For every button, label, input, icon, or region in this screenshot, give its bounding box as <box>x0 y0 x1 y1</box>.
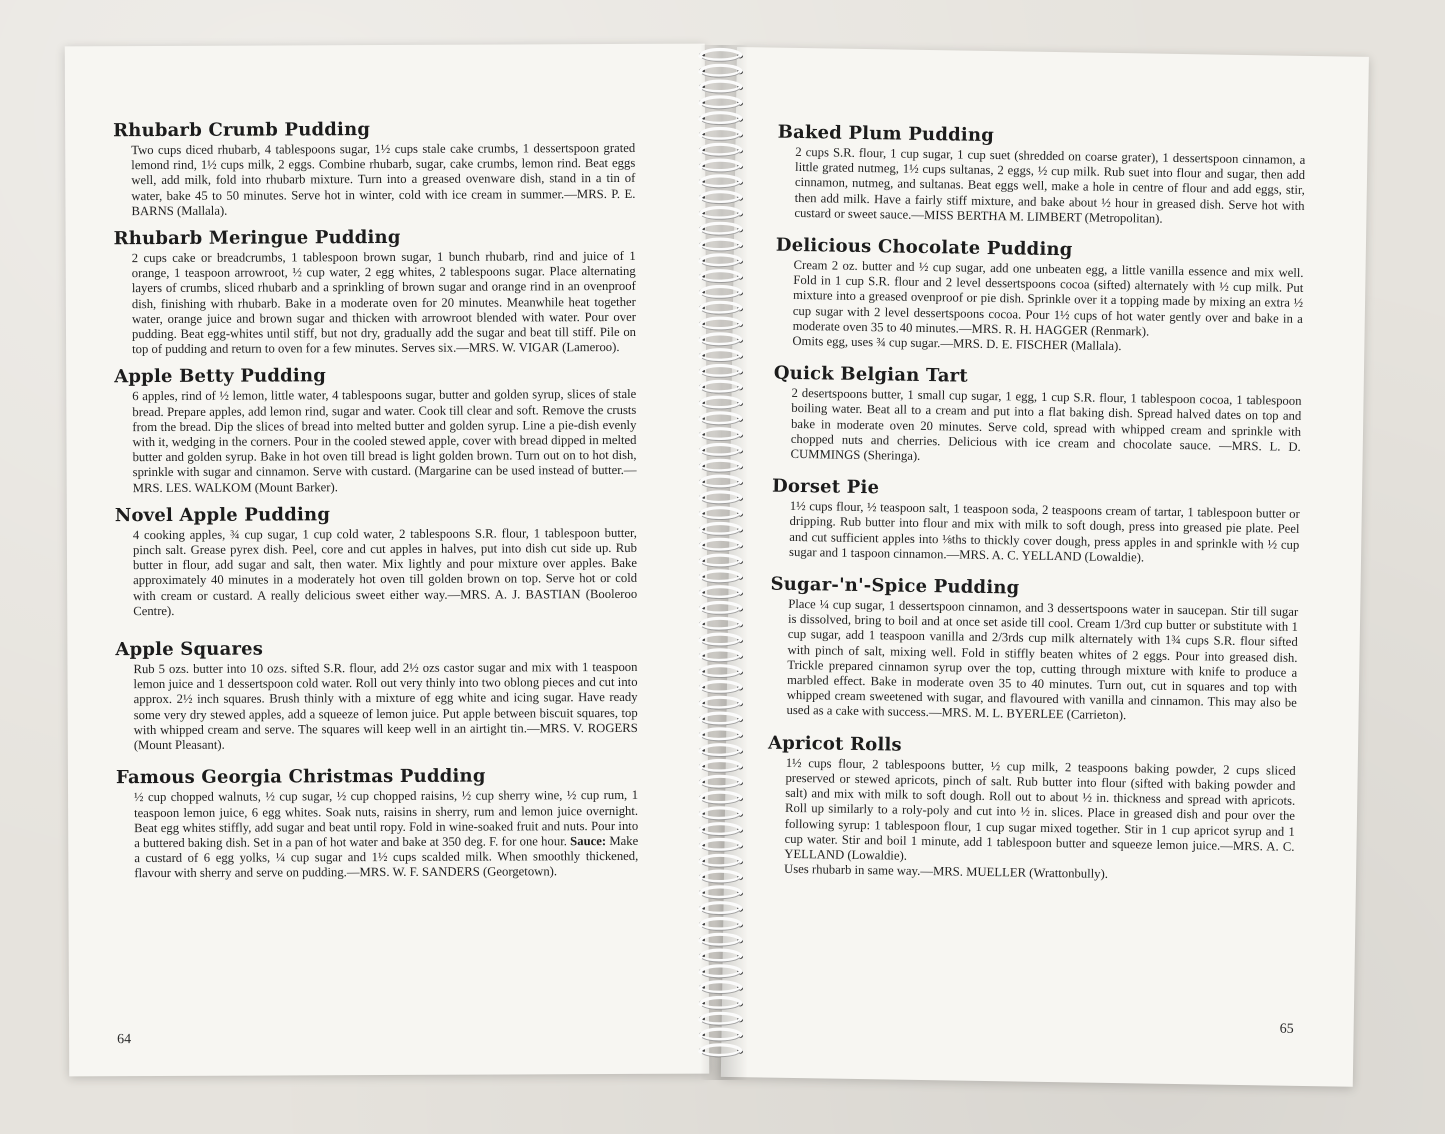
coil-loop <box>699 555 743 567</box>
coil-loop <box>699 334 743 346</box>
recipe-body: 2 cups cake or breadcrumbs, 1 tablespoon brown sugar, 1 bunch rhubarb, rind and juice of 1 orange, 1 teaspoon arrowroot, ½ cup water, 2 egg whites, 2 tablespoons sugar. Place alternating layers of crumbs, sliced rhubarb and a sprinkling of brown sugar and orange rind in an ovenproof dish, finishing with rhubarb. Bake in a moderate oven for 20 minutes. Meanwhile heat together water, orange juice and brown sugar and thicken with arrowroot blended with water. Pour over pudding. Beat egg-whites until stiff, but not dry, gradually add the sugar and beat till stiff. Pile on top of pudding and return to oven for a few minutes. Serves six.—MRS. W. VIGAR (Lameroo). <box>131 248 637 357</box>
coil-loop <box>699 887 743 899</box>
page-number-right: 65 <box>1279 1021 1294 1037</box>
recipe-title: Rhubarb Meringue Pudding <box>113 226 401 250</box>
coil-loop <box>699 1029 743 1041</box>
coil-loop <box>699 429 743 441</box>
recipe-title: Quick Belgian Tart <box>773 362 969 387</box>
recipe-title: Rhubarb Crumb Pudding <box>113 119 371 142</box>
coil-loop <box>699 524 743 536</box>
recipe-title: Apple Squares <box>115 638 264 661</box>
recipe-title: Delicious Chocolate Pudding <box>775 234 1073 261</box>
recipe-title: Apple Betty Pudding <box>114 365 327 388</box>
recipe-rhubarb-meringue-pudding <box>114 226 637 358</box>
recipe-body: 2 desertspoons butter, 1 small cup sugar, 1 egg, 1 cup S.R. flour, 1 tablespoon cocoa, 1 tablespoon boiling water. Beat all to a cream and put into a flat baking dish. Spread halved dates on top and bake in moderate oven 20 minutes. Serve cold, spread with whipped cream and sprinkle with chopped nuts and cherries. Delicious with ice cream and chocolate sauce. —MRS. L. D. CUMMINGS (Sheringa). <box>790 386 1302 463</box>
coil-loop <box>699 950 743 962</box>
coil-loop <box>699 650 743 662</box>
coil-loop <box>699 1045 743 1057</box>
coil-loop <box>699 998 743 1010</box>
coil-loop <box>699 160 743 172</box>
recipe-rhubarb-crumb-pudding <box>113 118 635 219</box>
recipe-apple-betty-pudding <box>114 364 637 496</box>
coil-loop <box>699 366 743 378</box>
coil-loop <box>699 397 743 409</box>
coil-loop <box>699 571 743 583</box>
recipe-apricot-rolls <box>766 732 1296 885</box>
recipe-title: Baked Plum Pudding <box>777 121 995 147</box>
recipe-delicious-chocolate-pudding <box>774 235 1304 357</box>
coil-loop <box>699 587 743 599</box>
coil-loop <box>699 302 743 314</box>
coil-loop <box>699 745 743 757</box>
right-page <box>721 47 1369 1087</box>
coil-loop <box>699 855 743 867</box>
coil-loop <box>699 113 743 125</box>
coil-loop <box>699 271 743 283</box>
recipe-body: Two cups diced rhubarb, 4 tablespoons sugar, 1½ cups stale cake crumbs, 1 dessertspoon grated lemond rind, 1½ cups milk, 2 eggs. Combine rhubarb, sugar, cake crumbs, lemon rind. Beat eggs well, add milk, fold into rhubarb mixture. Turn into a greased ovenware dish, stand in a tin of water, bake 45 to 50 minutes. Serve hot in winter, cold with ice cream in summer.—MRS. P. E. BARNS (Mallala). <box>131 140 636 218</box>
recipe-apple-squares <box>115 637 637 753</box>
coil-loop <box>699 539 743 551</box>
coil-loop <box>699 1013 743 1025</box>
recipe-quick-belgian-tart <box>772 363 1301 470</box>
coil-loop <box>699 255 743 267</box>
coil-loop <box>699 871 743 883</box>
left-page <box>65 44 709 1077</box>
recipe-body: 1½ cups flour, 2 tablespoons butter, ½ cup milk, 2 teaspoons baking powder, 2 cups sliced preserved or stewed apricots, pinch of salt. Rub butter into flour (sifted with baking powder and salt) and mix with milk to soft dough. Roll out to about ½ in. thickness and spread with apricots. Roll up similarly to a roly-poly and cut into ½ in. slices. Place in greased dish and pour over the following syrup: 1 tablespoon flour, 1 cup sugar mixed together. Stir in 1 cup apricot syrup and 1 cup water. Stir and boil 1 minute, add 1 tablespoon butter and squeeze lemon juice.—MRS. A. C. YELLAND (Lowaldie). <box>784 755 1296 863</box>
recipe-title: Apricot Rolls <box>767 732 903 756</box>
coil-loop <box>699 318 743 330</box>
page-number-left: 64 <box>117 1032 132 1048</box>
coil-loop <box>699 682 743 694</box>
coil-loop <box>699 903 743 915</box>
recipe-note: Uses rhubarb in same way.—MRS. MUELLER (Wrattonbully). <box>783 861 1109 882</box>
coil-loop <box>699 729 743 741</box>
coil-loop <box>699 492 743 504</box>
coil-loop <box>699 350 743 362</box>
coil-loop <box>699 381 743 393</box>
recipe-baked-plum-pudding <box>776 122 1305 229</box>
coil-loop <box>699 934 743 946</box>
coil-loop <box>699 50 743 62</box>
recipe-body: Rub 5 ozs. butter into 10 ozs. sifted S.R. flour, add 2½ ozs castor sugar and mix with 1 teaspoon lemon juice and 1 dessertspoon cold water. Roll out very thinly into two oblong pieces and cut into approx. 2½ inch squares. Brush thinly with a mixture of egg white and icing sugar. Have ready some very dry stewed apples, add a squeeze of lemon juice. Put apple between biscuit squares, top with whipped cream and serve. The squares will keep well in an airtight tin.—MRS. V. ROGERS (Mount Pleasant). <box>133 659 638 753</box>
coil-loop <box>699 792 743 804</box>
coil-loop <box>699 445 743 457</box>
recipe-body: Place ¼ cup sugar, 1 dessertspoon cinnamon, and 3 dessertspoons water in saucepan. Stir till sugar is dissolved, bring to boil and at once set aside till cool. Cream 1/3rd cup butter or substitute with 1 cup sugar, add 1 teaspoon vanilla and 2/3rds cup milk alternately with 1¾ cups S.R. flour sifted with pinch of salt, mixing well. Fold in stiffly beaten whites of 2 eggs. Pour into greased dish. Trickle prepared cinnamon syrup over the top, cutting through mixture with knife to produce a marbled effect. Bake in moderate oven 35 to 40 minutes. Turn out, cut in squares and top with whipped cream sweetened with sugar, and flavoured with vanilla and cinnamon. This may also be used as a cake with success.—MRS. M. L. BYERLEE (Carrieton). <box>786 596 1299 723</box>
recipe-dorset-pie <box>771 476 1300 568</box>
coil-loop <box>699 603 743 615</box>
coil-loop <box>699 618 743 630</box>
recipe-title: Famous Georgia Christmas Pudding <box>115 765 486 789</box>
coil-loop <box>699 81 743 93</box>
right-page-content <box>766 122 1306 895</box>
coil-loop <box>699 176 743 188</box>
recipe-body: 4 cooking apples, ¾ cup sugar, 1 cup cold water, 2 tablespoons S.R. flour, 1 tablespoon butter, pinch salt. Grease pyrex dish. Peel, core and cut apples in halves, put into dish cut side up. Rub butter in flour, add sugar and salt, then water. Mix lightly and pour mixture over apples. Bake approximately 40 minutes in a moderately hot oven till golden brown on top. Serve hot or cold with cream or custard. A really delicious sweet either way.—MRS. A. J. BASTIAN (Booleroo Centre). <box>132 525 638 618</box>
spiral-binding <box>690 44 754 1084</box>
sauce-label: Sauce: <box>570 833 607 849</box>
coil-loop <box>699 508 743 520</box>
spiral-coil-icon <box>690 44 754 1084</box>
recipe-body-part: Make a custard of 6 egg yolks, ¼ cup sugar and 1½ cups scalded milk. When smoothly thickened, flavour with sherry and serve on pudding.—MRS. W. F. SANDERS (Georgetown). <box>134 833 639 881</box>
coil-loop <box>699 144 743 156</box>
coil-loop <box>699 776 743 788</box>
coil-loop <box>699 192 743 204</box>
recipe-body <box>134 788 638 881</box>
recipe-body: 2 cups S.R. flour, 1 cup sugar, 1 cup suet (shredded on coarse grater), 1 dessertspoon cinnamon, a little grated nutmeg, 1½ cups sultanas, 2 eggs, ½ cup milk. Rub suet into flour and sugar, then add cinnamon, nutmeg, and sultanas. Beat eggs well, make a hole in centre of flour and add eggs, stir, then add milk. Have a fairly stiff mixture, and bake about ½ hour in greased dish. Serve hot with custard or sweet sauce.—MISS BERTHA M. LIMBERT (Metropolitan). <box>794 144 1306 226</box>
coil-loop <box>699 476 743 488</box>
recipe-famous-georgia-christmas-pudding <box>116 765 638 881</box>
coil-loop <box>699 808 743 820</box>
recipe-body: Cream 2 oz. butter and ½ cup sugar, add one unbeaten egg, a little vanilla essence and mix well. Fold in 1 cup S.R. flour and 2 level dessertspoons cocoa (sifted) alternately with ½ cup milk. Put mixture into a greased ovenproof or pie dish. Sprinkle over it a topping made by mixing an extra ½ cup sugar with 2 level dessertspoons cocoa. Pour 1½ cups of hot water gently over and bake in a moderate oven 35 to 40 minutes.—MRS. R. H. HAGGER (Renmark). <box>792 257 1304 339</box>
coil-loop <box>699 413 743 425</box>
recipe-body: 1½ cups flour, ½ teaspoon salt, 1 teaspoon soda, 2 teaspoons cream of tartar, 1 tablespoon butter or dripping. Rub butter into flour and mix with milk to soft dough, press into greased pie plate. Peel and cut sufficient apples into ⅛ths to thickly cover dough, press apples in and sprinkle with ½ cup sugar and 1 taspoon cinnamon.—MRS. A. C. YELLAND (Lowaldie). <box>788 499 1300 565</box>
coil-loop <box>699 208 743 220</box>
coil-loop <box>699 65 743 77</box>
coil-loop <box>699 223 743 235</box>
coil-loop <box>699 824 743 836</box>
recipe-note: Omits egg, uses ¾ cup sugar.—MRS. D. E. FISCHER (Mallala). <box>792 333 1122 354</box>
coil-loop <box>699 966 743 978</box>
coil-loop <box>699 840 743 852</box>
recipe-sugar-n-spice-pudding <box>768 574 1298 727</box>
coil-loop <box>699 460 743 472</box>
coil-loop <box>699 919 743 931</box>
coil-loop <box>699 982 743 994</box>
coil-loop <box>699 761 743 773</box>
coil-loop <box>699 634 743 646</box>
coil-loop <box>699 713 743 725</box>
recipe-title: Novel Apple Pudding <box>114 504 331 527</box>
left-page-content <box>113 118 638 891</box>
coil-loop <box>699 129 743 141</box>
coil-loop <box>699 287 743 299</box>
coil-loop <box>699 666 743 678</box>
recipe-title: Sugar-'n'-Spice Pudding <box>770 573 1020 599</box>
coil-loop <box>699 697 743 709</box>
recipe-body: 6 apples, rind of ½ lemon, little water, 4 tablespoons sugar, butter and golden syrup, slices of stale bread. Prepare apples, add lemon rind, sugar and water. Cook till clear and soft. Remove the crusts from the bread. Dip the slices of bread into melted butter and golden syrup. Line a pie-dish evenly with it, wedging in the corners. Pour in the cooled stewed apple, cover with bread dipped in melted butter and golden syrup. Bake in hot oven till bread is light golden brown. Turn out on to hot dish, sprinkle with sugar and cinnamon. Serve with custard. (Margarine can be used instead of butter.—MRS. LES. WALKOM (Mount Barker). <box>132 387 637 495</box>
coil-loop <box>699 239 743 251</box>
recipe-body-part: ½ cup chopped walnuts, ½ cup sugar, ½ cup chopped raisins, ½ cup sherry wine, ½ cup rum, 1 teaspoon lemon juice, 6 egg whites. Soak nuts, raisins in sherry, rum and lemon juice overnight. Beat egg whites stiffly, add sugar and beat until ropy. Fold in wine-soaked fruit and nuts. Pour into a buttered baking dish. Set in a pan of hot water and bake at 350 deg. F. for one hour. <box>134 788 639 851</box>
recipe-title: Dorset Pie <box>771 475 880 499</box>
recipe-novel-apple-pudding <box>115 503 637 619</box>
coil-loop <box>699 97 743 109</box>
